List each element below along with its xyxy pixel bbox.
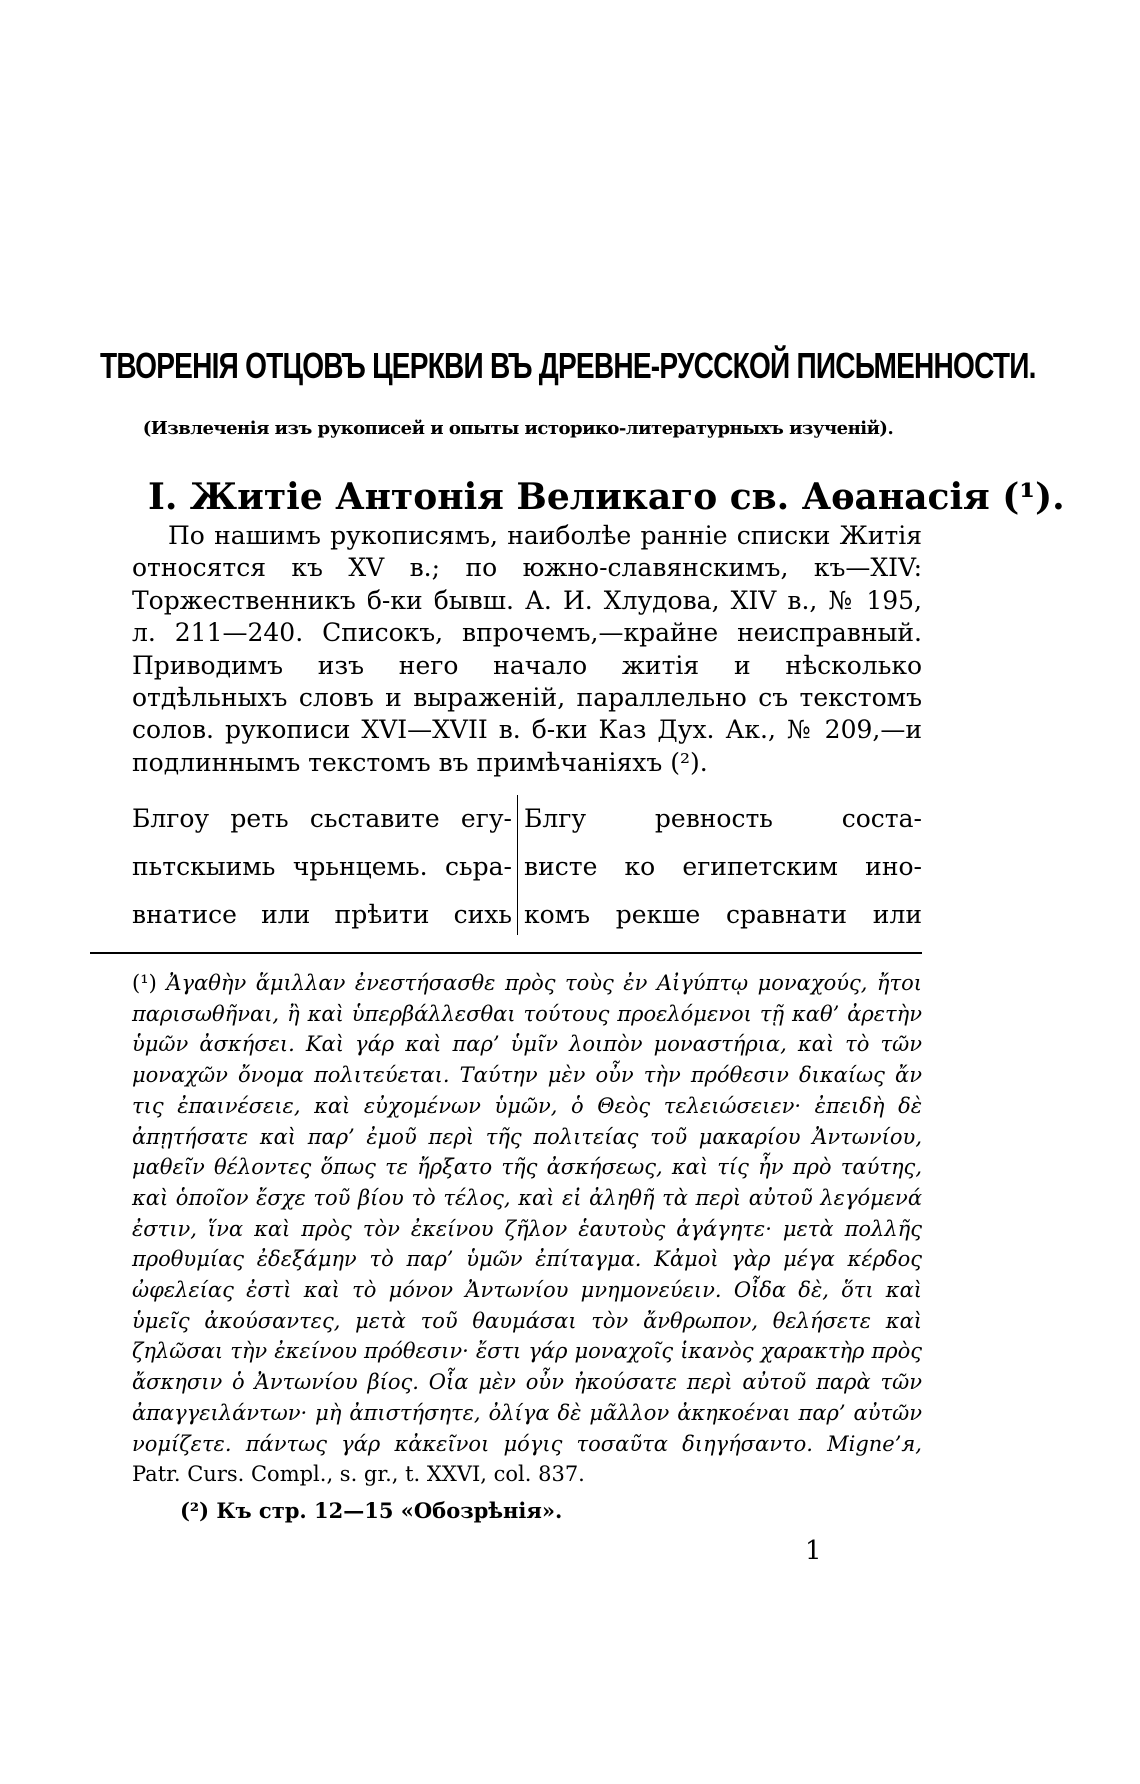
column-divider [517, 795, 518, 935]
parallel-right-line: висте ко египетским ино- [524, 852, 922, 881]
parallel-left-column [132, 795, 512, 939]
footnote-1-source-author: Migne’я, [827, 1431, 922, 1456]
parallel-left-line: пьтскыимь чрьнцемь. сьра- [132, 852, 512, 881]
footnote-1-greek-text: Ἀγαθὴν ἅμιλλαν ἐνεστήσασθε πρὸς τοὺς ἐν Αἰγύπτῳ μοναχούς, ἤτοι παρισωθῆναι, ἢ καὶ ὑπερβάλλεσθαι τούτους προελόμενοι τῇ καθ’ ἀρετὴν ὑμῶν ἀσκήσει. Καὶ γάρ καὶ παρ’ ὑμῖν λοιπὸν μοναστήρια, καὶ τὸ τῶν μοναχῶν ὄνομα πολιτεύεται. Ταύτην μὲν οὖν τὴν πρόθεσιν δικαίως ἄν τις ἐπαινέσειε, καὶ εὐχομένων ὑμῶν, ὁ Θεὸς τελειώσειεν· ἐπειδὴ δὲ ἀπῃτήσατε καὶ παρ’ ἐμοῦ περὶ τῆς πολιτείας τοῦ μακαρίου Ἀντωνίου, μαθεῖν θέλοντες ὅπως τε ἤρξατο τῆς ἀσκήσεως, καὶ τίς ἦν πρὸ ταύτης, καὶ ὁποῖον ἔσχε τοῦ βίου τὸ τέλος, καὶ εἰ ἀληθῆ τὰ περὶ αὐτοῦ λεγόμενά ἐστιν, ἵνα καὶ πρὸς τὸν ἐκείνου ζῆλον ἑαυτοὺς ἀγάγητε· μετὰ πολλῆς προθυμίας ἐδεξάμην τὸ παρ’ ὑμῶν ἐπίταγμα. Κἀμοὶ γὰρ μέγα κέρδος ὠφελείας ἐστὶ καὶ τὸ μόνον Ἀντωνίου μνημονεύειν. Οἶδα δὲ, ὅτι καὶ ὑμεῖς ἀκούσαντες, μετὰ τοῦ θαυμάσαι τὸν ἄνθρωπον, θελήσετε καὶ ζηλῶσαι τὴν ἐκείνου πρόθεσιν· ἔστι γάρ μοναχοῖς ἱκανὸς χαρακτὴρ πρὸς ἄσκησιν ὁ Ἀντωνίου βίος. Οἷα μὲν οὖν ἠκούσατε περὶ αὐτοῦ παρὰ τῶν ἀπαγγειλάντων· μὴ ἀπιστήσητε, ὀλίγα δὲ μᾶλλον ἀκηκοέναι παρ’ αὐτῶν νομίζετε. πάντως γάρ κἀκεῖνοι μόγις τοσαῦτα διηγήσαντο. [132, 971, 922, 1456]
footnote-1-marker: (¹) [132, 971, 157, 995]
parallel-right-column [524, 795, 922, 939]
parallel-left-line: внатисе или прѣити сихь [132, 900, 512, 929]
footnote-1-source-ref: Patr. Curs. Compl., s. gr., t. XXVI, col. 837. [132, 1462, 585, 1487]
page-title: ТВОРЕНІЯ ОТЦОВЪ ЦЕРКВИ ВЪ ДРЕВНЕ-РУССКОЙ ПИСЬМЕННОСТИ. [100, 345, 1036, 386]
parallel-text-columns [132, 795, 922, 945]
footnote-rule [90, 952, 922, 954]
intro-paragraph: По нашимъ рукописямъ, наиболѣе ранніе списки Житія относятся къ XV в.; по южно-славянскимъ, къ—XIV: Торжественникъ б-ки бывш. А. И. Хлудова, XIV в., № 195, л. 211—240. Списокъ, впрочемъ,—крайне неисправный. Приводимъ изъ него начало житія и нѣсколько отдѣльныхъ словъ и выраженій, параллельно съ текстомъ солов. рукописи XVI—XVII в. б-ки Каз Дух. Ак., № 209,—и подлиннымъ текстомъ въ примѣчаніяхъ (²). [132, 521, 922, 777]
parallel-right-line: Блгу ревность соста- [524, 804, 922, 833]
parallel-left-line: Блгоу реть сьставите егу- [132, 804, 512, 833]
page-subtitle: (Извлеченія изъ рукописей и опыты историко-литературныхъ изученій). [142, 418, 894, 439]
footnote-1 [132, 968, 922, 1490]
page-number: 1 [805, 1536, 822, 1566]
section-heading: I. Житіе Антонія Великаго св. Аѳанасія (¹). [148, 476, 1065, 518]
parallel-right-line: комъ рекше сравнати или [524, 900, 922, 929]
footnote-2: (²) Къ стр. 12—15 «Обозрѣнія». [180, 1498, 563, 1523]
